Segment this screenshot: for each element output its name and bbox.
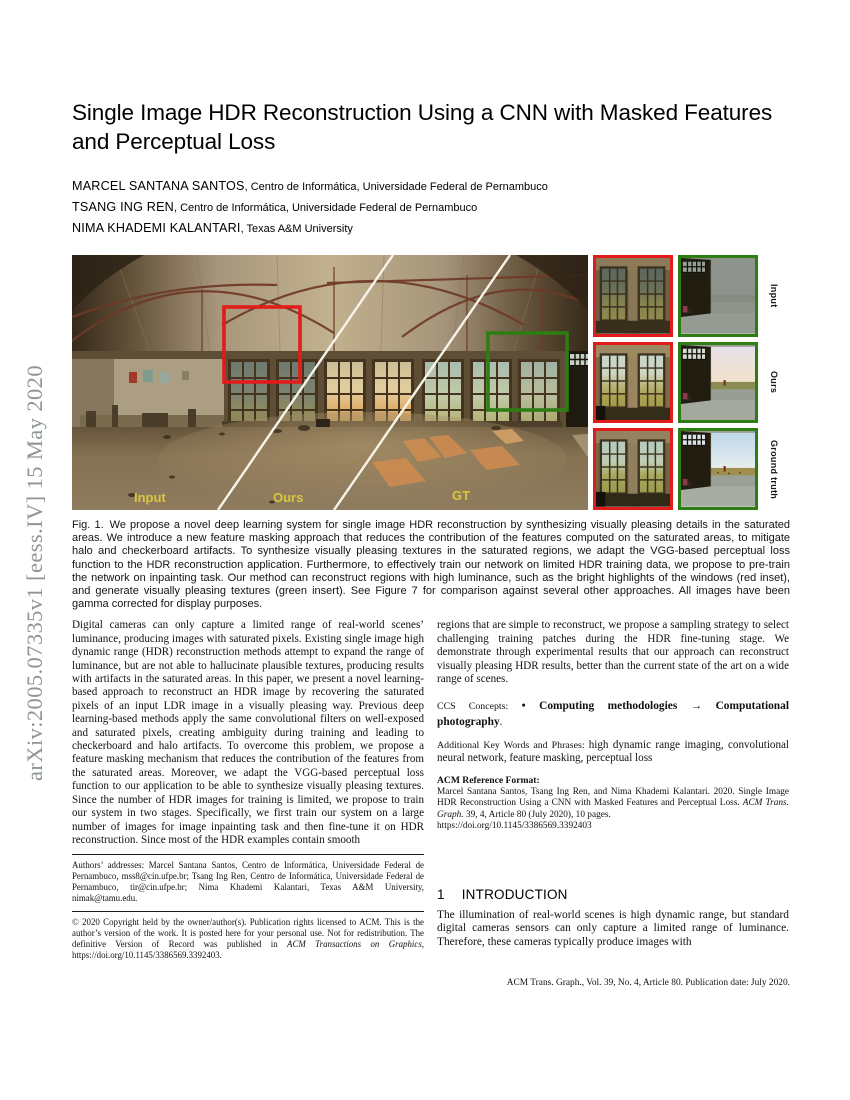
figure-panorama xyxy=(72,255,588,510)
arxiv-watermark: arXiv:2005.07335v1 [eess.IV] 15 May 2020 xyxy=(22,365,47,781)
panorama-image xyxy=(72,255,588,510)
copyright-rule xyxy=(72,911,424,912)
pano-label-gt: GT xyxy=(452,488,471,503)
title-line-1: Single Image HDR Reconstruction Using a CNN with Masked Features xyxy=(72,100,773,125)
introduction-paragraph: The illumination of real-world scenes is high dynamic range, but standard digital cameras sensors can only capture a limited range of luminance. Therefore, these cameras typically produce images with xyxy=(437,908,789,949)
footnote-rule xyxy=(72,854,424,855)
ccs-concept-1: Computing methodologies xyxy=(539,700,678,713)
inset-green-groundtruth xyxy=(678,428,758,510)
acm-reference-format: ACM Reference Format: Marcel Santana Santos, Tsang Ing Ren, and Nima Khademi Kalantari. 2020. Single Image HDR Reconstruction Using a CNN with Masked Features and Perceptual Loss. ACM Trans. Graph. 39, 4, Article 80 (July 2020), 10 pages. https://doi.org/10.1145/3386569.3392403 xyxy=(437,775,790,832)
title-line-2: and Perceptual Loss xyxy=(72,128,276,154)
figure-caption-text: We propose a novel deep learning system for single image HDR reconstruction by synthesizing visually pleasing details in the saturated areas. We introduce a new feature masking approach that reduces the contribution of the features computed on the saturated areas, to mitigate halo and checkerboard artifacts. To synthesize visually pleasing textures in the saturated regions, we adapt the VGG-based perceptual loss function to the HDR reconstruction application. Furthermore, to effectively train our network on limited HDR training data, we propose to pre-train the network on inpainting task. Our method can reconstruct regions with high luminance, such as the bright highlights of the windows (red inset), and generate visually pleasing textures (green insert). See Figure 7 for comparison against several other approaches. All images have been gamma corrected for display purposes. xyxy=(72,519,790,611)
acm-ref-heading: ACM Reference Format: xyxy=(437,775,540,787)
ccs-concept-2: Computational photography xyxy=(437,700,789,728)
ccs-concepts: CCS Concepts: • Computing methodologies → Computational photography. xyxy=(437,700,789,728)
inset-column-red xyxy=(593,255,673,510)
page-footer-citation: ACM Trans. Graph., Vol. 39, No. 4, Article 80. Publication date: July 2020. xyxy=(506,978,790,988)
figure-caption xyxy=(72,519,790,611)
inset-green-input xyxy=(678,255,758,337)
inset-row-label-groundtruth: Ground truth xyxy=(769,439,779,499)
section-title: INTRODUCTION xyxy=(461,887,568,903)
inset-row-labels xyxy=(763,255,785,510)
journal-name: ACM Trans. Graph. xyxy=(437,798,790,820)
pano-label-ours: Ours xyxy=(273,490,304,505)
authors-addresses-footnote: Authors’ addresses: Marcel Santana Santos, Centro de Informática, Universidade Federal de Pernambuco, mss8@cin.ufpe.br; Tsang Ing Ren, Centro de Informática, Universidade Federal de Pernambuco, tir@cin.ufpe.br; Nima Khademi Kalantari, Texas A&M University, nimak@tamu.edu. xyxy=(72,860,424,904)
inset-red-input xyxy=(593,255,673,337)
abstract-paragraph-continued: regions that are simple to reconstruct, we propose a sampling strategy to select challenging training patches during the HDR fine-tuning stage. We demonstrate through experimental results that our approach can reconstruct visually pleasing HDR results, better than the current state of the art on a wide range of scenes. xyxy=(437,619,789,686)
author-name: TSANG ING REN xyxy=(72,200,174,214)
copyright-notice: © 2020 Copyright held by the owner/author(s). Publication rights licensed to ACM. This is the author’s version of the work. It is posted here for your personal use. Not for redistribution. The definitive Version of Record was published in ACM Transactions on Graphics, https://doi.org/10.1145/3386569.3392403. xyxy=(72,917,424,961)
inset-row-label-input: Input xyxy=(769,284,779,308)
page-title xyxy=(72,99,790,156)
body-columns xyxy=(72,619,790,961)
pano-label-input: Input xyxy=(134,490,166,505)
author-row xyxy=(72,218,790,239)
author-block xyxy=(72,176,790,239)
author-affiliation: , Centro de Informática, Universidade Federal de Pernambuco xyxy=(244,181,548,193)
figure-1 xyxy=(72,255,790,510)
author-affiliation: , Texas A&M University xyxy=(240,223,353,235)
inset-red-ours xyxy=(593,342,673,424)
right-column xyxy=(437,619,789,961)
section-number: 1 xyxy=(437,887,445,903)
inset-red-groundtruth xyxy=(593,428,673,510)
author-name: NIMA KHADEMI KALANTARI xyxy=(72,221,241,235)
inset-column-green xyxy=(678,255,758,510)
arrow-glyph: → xyxy=(677,700,716,713)
figure-caption-label: Fig. 1. xyxy=(72,519,104,531)
author-affiliation: , Centro de Informática, Universidade Federal de Pernambuco xyxy=(173,202,478,214)
doi-link[interactable]: https://doi.org/10.1145/3386569.3392403 xyxy=(437,821,592,832)
copyright-journal: ACM Transactions on Graphics xyxy=(287,939,422,950)
inset-green-ours xyxy=(678,342,758,424)
keywords-block: Additional Key Words and Phrases: high dynamic range imaging, convolutional neural network, feature masking, perceptual loss xyxy=(437,739,789,765)
author-name: MARCEL SANTANA SANTOS xyxy=(72,179,245,193)
author-row xyxy=(72,197,790,218)
section-heading-introduction xyxy=(437,888,789,901)
left-column xyxy=(72,619,424,961)
author-row xyxy=(72,176,790,197)
inset-row-label-ours: Ours xyxy=(769,371,779,394)
paper-page xyxy=(72,0,790,1100)
abstract-paragraph: Digital cameras can only capture a limited range of real-world scenes’ luminance, producing images with saturated pixels. Existing single image high dynamic range (HDR) reconstruction methods attempt to expand the range of luminance, but are not able to hallucinate plausible textures, producing results with artifacts in the saturated areas. In this paper, we present a novel learning-based approach to reconstruct an HDR image by recovering the saturated pixels of an input LDR image in a visually pleasing way. Previous deep learning-based methods apply the same convolutional filters on well-exposed and saturated pixels, creating ambiguity during training and leading to checkerboard and halo artifacts. To overcome this problem, we propose a feature masking mechanism that reduces the contribution of the features from the saturated areas. Moreover, we adapt the VGG-based perceptual loss function to our application to be able to synthesize visually pleasing textures. Since the number of HDR images for training is limited, we propose to train our system in two stages. Specifically, we first train our system on a large number of images for image inpainting task and then fine-tune it on HDR reconstruction. Since most of the HDR examples contain smooth xyxy=(72,619,424,846)
